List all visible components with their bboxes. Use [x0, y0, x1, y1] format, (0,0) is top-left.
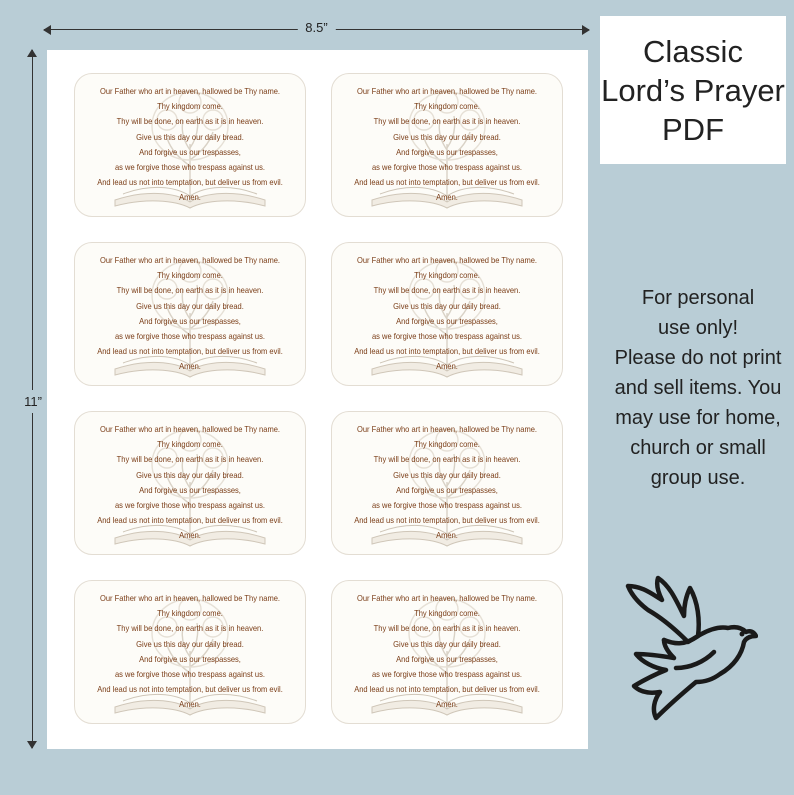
arrow-down-icon — [27, 741, 37, 749]
prayer-card — [331, 242, 563, 386]
prayer-line: Thy kingdom come. — [157, 608, 223, 619]
notice-line: may use for home, — [615, 407, 781, 429]
prayer-text — [87, 253, 294, 375]
prayer-line: And forgive us our trespasses, — [396, 484, 498, 495]
prayer-line: And lead us not into temptation, but deliver us from evil. — [97, 684, 283, 695]
prayer-card — [74, 242, 306, 386]
prayer-line: Thy will be done, on earth as it is in heaven. — [373, 454, 521, 465]
prayer-line: Thy kingdom come. — [414, 439, 480, 450]
width-dimension — [44, 18, 589, 40]
prayer-line: as we forgive those who trespass against us. — [371, 669, 522, 680]
prayer-line: Give us this day our daily bread. — [136, 300, 244, 311]
prayer-line: as we forgive those who trespass against us. — [114, 500, 265, 511]
prayer-line: Give us this day our daily bread. — [393, 300, 501, 311]
prayer-text — [344, 422, 551, 544]
prayer-line: And lead us not into temptation, but deliver us from evil. — [97, 177, 283, 188]
prayer-line: Give us this day our daily bread. — [136, 131, 244, 142]
prayer-line: Our Father who art in heaven, hallowed be Thy name. — [356, 255, 538, 265]
prayer-line: as we forgive those who trespass against us. — [371, 331, 522, 342]
prayer-line: Our Father who art in heaven, hallowed be Thy name. — [356, 86, 538, 96]
title-line: Lord’s Prayer — [601, 72, 785, 108]
printable-sheet — [47, 50, 588, 749]
prayer-line: as we forgive those who trespass against us. — [371, 500, 522, 511]
prayer-card — [331, 580, 563, 724]
prayer-line: And lead us not into temptation, but deliver us from evil. — [97, 515, 283, 526]
prayer-line: Thy will be done, on earth as it is in heaven. — [373, 623, 521, 634]
prayer-line: Amen. — [436, 192, 458, 203]
prayer-line: Amen. — [179, 361, 201, 372]
prayer-text — [344, 253, 551, 375]
prayer-line: as we forgive those who trespass against us. — [114, 669, 265, 680]
notice-line: Please do not print — [614, 347, 782, 369]
prayer-line: Our Father who art in heaven, hallowed be Thy name. — [99, 86, 281, 96]
prayer-line: And lead us not into temptation, but deliver us from evil. — [97, 346, 283, 357]
prayer-text — [87, 422, 294, 544]
usage-notice — [600, 283, 794, 493]
prayer-line: Thy kingdom come. — [157, 270, 223, 281]
notice-line: church or small — [630, 437, 766, 459]
arrow-right-icon — [582, 25, 590, 35]
title-line: PDF — [662, 111, 724, 147]
prayer-line: as we forgive those who trespass against us. — [114, 331, 265, 342]
prayer-text — [344, 84, 551, 206]
arrow-left-icon — [43, 25, 51, 35]
prayer-line: Thy will be done, on earth as it is in heaven. — [373, 285, 521, 296]
prayer-line: Give us this day our daily bread. — [393, 469, 501, 480]
prayer-line: Thy will be done, on earth as it is in heaven. — [116, 116, 264, 127]
prayer-line: Our Father who art in heaven, hallowed be Thy name. — [99, 424, 281, 434]
prayer-line: Our Father who art in heaven, hallowed be Thy name. — [356, 593, 538, 603]
prayer-line: And forgive us our trespasses, — [396, 653, 498, 664]
prayer-line: Our Father who art in heaven, hallowed be Thy name. — [99, 593, 281, 603]
width-label: 8.5” — [297, 20, 335, 35]
prayer-line: as we forgive those who trespass against us. — [371, 162, 522, 173]
notice-line: group use. — [650, 467, 746, 489]
prayer-line: And lead us not into temptation, but deliver us from evil. — [354, 177, 540, 188]
prayer-text — [344, 591, 551, 713]
prayer-line: Thy kingdom come. — [157, 101, 223, 112]
prayer-line: And lead us not into temptation, but deliver us from evil. — [354, 684, 540, 695]
prayer-line: And forgive us our trespasses, — [139, 484, 241, 495]
dove-icon — [618, 570, 758, 730]
height-label: 11” — [18, 390, 48, 413]
prayer-line: Amen. — [179, 530, 201, 541]
prayer-line: Give us this day our daily bread. — [393, 131, 501, 142]
prayer-line: Thy kingdom come. — [414, 101, 480, 112]
prayer-line: Amen. — [436, 530, 458, 541]
prayer-card — [331, 411, 563, 555]
prayer-line: Thy kingdom come. — [414, 608, 480, 619]
prayer-text — [87, 84, 294, 206]
prayer-line: Thy will be done, on earth as it is in heaven. — [116, 454, 264, 465]
prayer-card — [331, 73, 563, 217]
prayer-line: Give us this day our daily bread. — [393, 638, 501, 649]
prayer-line: Thy will be done, on earth as it is in heaven. — [116, 285, 264, 296]
prayer-line: Thy will be done, on earth as it is in heaven. — [373, 116, 521, 127]
title-box — [600, 16, 786, 164]
prayer-line: Thy kingdom come. — [157, 439, 223, 450]
prayer-line: Give us this day our daily bread. — [136, 638, 244, 649]
prayer-line: And forgive us our trespasses, — [139, 146, 241, 157]
prayer-line: And lead us not into temptation, but deliver us from evil. — [354, 346, 540, 357]
prayer-line: Amen. — [179, 192, 201, 203]
prayer-card — [74, 73, 306, 217]
notice-line: use only! — [657, 317, 739, 339]
prayer-line: Our Father who art in heaven, hallowed be Thy name. — [99, 255, 281, 265]
prayer-line: And lead us not into temptation, but deliver us from evil. — [354, 515, 540, 526]
height-dimension — [22, 50, 44, 748]
prayer-card — [74, 580, 306, 724]
prayer-card — [74, 411, 306, 555]
prayer-line: Amen. — [436, 361, 458, 372]
prayer-line: Thy will be done, on earth as it is in heaven. — [116, 623, 264, 634]
notice-line: For personal — [641, 287, 755, 309]
prayer-text — [87, 591, 294, 713]
prayer-line: Our Father who art in heaven, hallowed be Thy name. — [356, 424, 538, 434]
prayer-line: Amen. — [179, 699, 201, 710]
prayer-line: Thy kingdom come. — [414, 270, 480, 281]
prayer-line: as we forgive those who trespass against us. — [114, 162, 265, 173]
arrow-up-icon — [27, 49, 37, 57]
prayer-line: And forgive us our trespasses, — [139, 653, 241, 664]
prayer-line: Give us this day our daily bread. — [136, 469, 244, 480]
prayer-line: And forgive us our trespasses, — [396, 146, 498, 157]
prayer-line: And forgive us our trespasses, — [396, 315, 498, 326]
prayer-line: And forgive us our trespasses, — [139, 315, 241, 326]
prayer-line: Amen. — [436, 699, 458, 710]
notice-line: and sell items. You — [614, 377, 782, 399]
title-line: Classic — [643, 33, 743, 69]
